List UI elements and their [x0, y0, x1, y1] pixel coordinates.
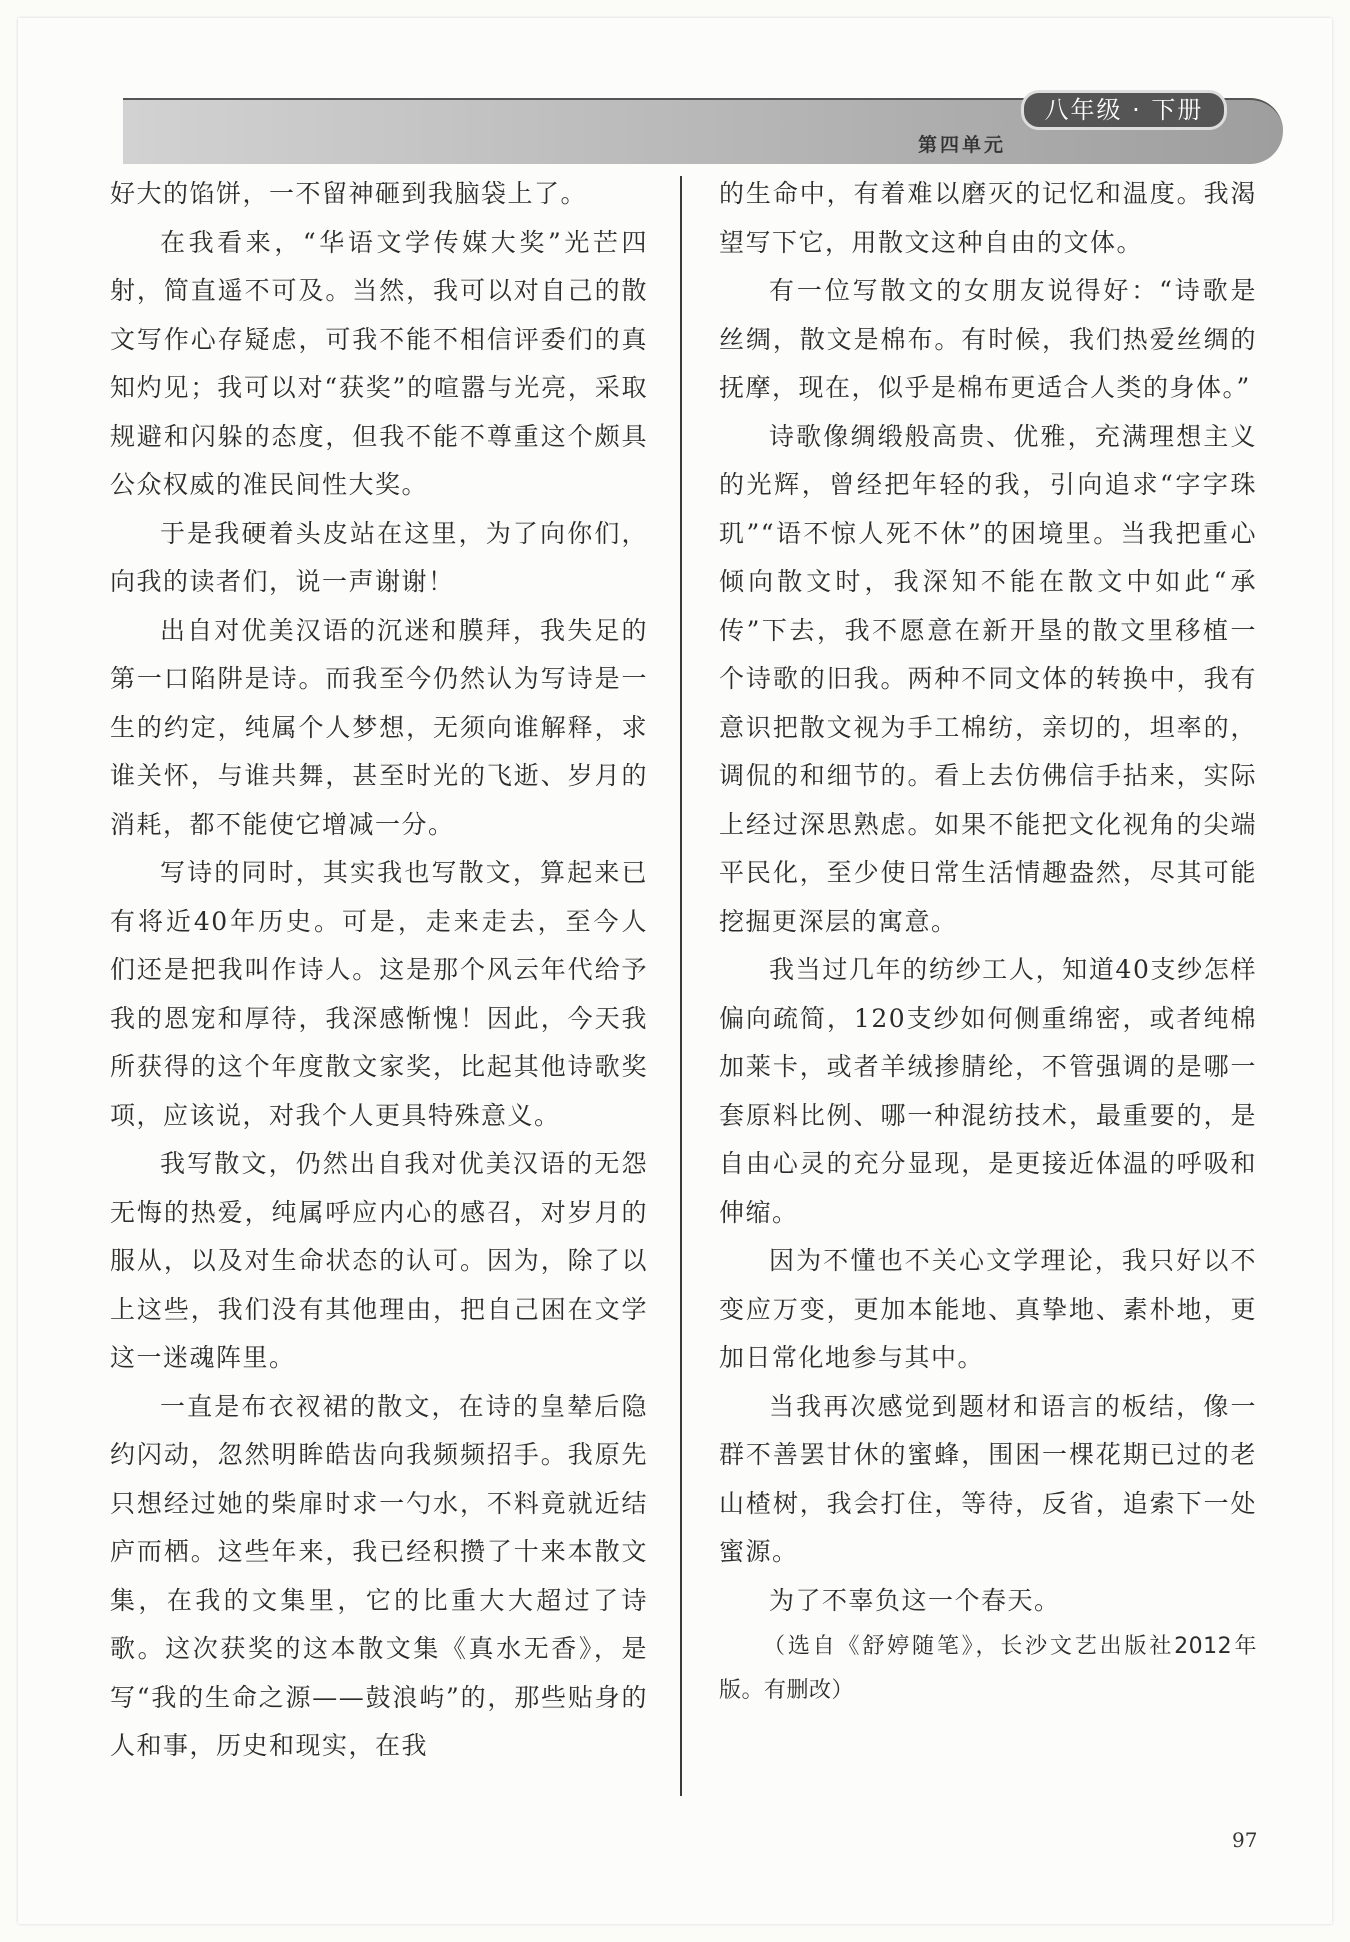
paragraph: 好大的馅饼，一不留神砸到我脑袋上了。: [110, 179, 588, 208]
paragraph: 诗歌像绸缎般高贵、优雅，充满理想主义的光辉，曾经把年轻的我，引向追求“字字珠玑”“语不惊人死不休”的困境里。当我把重心倾向散文时，我深知不能在散文中如此“承传”下去，我不愿意在新开垦的散文里移植一个诗歌的旧我。两种不同文体的转换中，我有意识把散文视为手工棉纺，亲切的，坦率的，调侃的和细节的。看上去仿佛信手拈来，实际上经过深思熟虑。如果不能把文化视角的尖端平民化，至少使日常生活情趣盎然，尽其可能挖掘更深层的寓意。: [719, 421, 1257, 936]
paragraph: 在我看来，“华语文学传媒大奖”光芒四射，简直遥不可及。当然，我可以对自己的散文写作心存疑虑，可我不能不相信评委们的真知灼见；我可以对“获奖”的喧嚣与光亮，采取规避和闪躲的态度，但我不能不尊重这个颇具公众权威的准民间性大奖。: [110, 227, 648, 499]
grade-tab: 八年级 · 下册: [1021, 90, 1227, 130]
left-column: [110, 170, 648, 1771]
source-note: （选自《舒婷随笔》，长沙文艺出版社2012年版。有删改）: [719, 1634, 1257, 1703]
paragraph: 我写散文，仍然出自我对优美汉语的无怨无悔的热爱，纯属呼应内心的感召，对岁月的服从，以及对生命状态的认可。因为，除了以上这些，我们没有其他理由，把自己困在文学这一迷魂阵里。: [110, 1149, 648, 1372]
paragraph: 的生命中，有着难以磨灭的记忆和温度。我渴望写下它，用散文这种自由的文体。: [719, 179, 1257, 257]
paragraph: 写诗的同时，其实我也写散文，算起来已有将近40年历史。可是，走来走去，至今人们还是把我叫作诗人。这是那个风云年代给予我的恩宠和厚待，我深感惭愧！因此，今天我所获得的这个年度散文家奖，比起其他诗歌奖项，应该说，对我个人更具特殊意义。: [110, 858, 648, 1130]
unit-label: 第四单元: [918, 134, 1007, 156]
paragraph: 为了不辜负这一个春天。: [769, 1585, 1061, 1615]
page-number: 97: [1232, 1828, 1258, 1852]
paragraph: 当我再次感觉到题材和语言的板结，像一群不善罢甘休的蜜蜂，围困一棵花期已过的老山楂树，我会打住，等待，反省，追索下一处蜜源。: [719, 1391, 1257, 1566]
paragraph: 一直是布衣衩裙的散文，在诗的皇辇后隐约闪动，忽然明眸皓齿向我频频招手。我原先只想经过她的柴扉时求一勺水，不料竟就近结庐而栖。这些年来，我已经积攒了十来本散文集，在我的文集里，它的比重大大超过了诗歌。这次获奖的这本散文集《真水无香》，是写“我的生命之源——鼓浪屿”的，那些贴身的人和事，历史和现实，在我: [110, 1391, 648, 1760]
paragraph: 我当过几年的纺纱工人，知道40支纱怎样偏向疏简，120支纱如何侧重绵密，或者纯棉加莱卡，或者羊绒掺腈纶，不管强调的是哪一套原料比例、哪一种混纺技术，最重要的，是自由心灵的充分显现，是更接近体温的呼吸和伸缩。: [719, 955, 1257, 1227]
right-column: [719, 170, 1257, 1713]
paragraph: 出自对优美汉语的沉迷和膜拜，我失足的第一口陷阱是诗。而我至今仍然认为写诗是一生的约定，纯属个人梦想，无须向谁解释，求谁关怀，与谁共舞，甚至时光的飞逝、岁月的消耗，都不能使它增减一分。: [110, 615, 648, 839]
paragraph: 有一位写散文的女朋友说得好：“诗歌是丝绸，散文是棉布。有时候，我们热爱丝绸的抚摩，现在，似乎是棉布更适合人类的身体。”: [719, 276, 1257, 402]
paragraph: 于是我硬着头皮站在这里，为了向你们，向我的读者们，说一声谢谢！: [110, 518, 648, 596]
paragraph: 因为不懂也不关心文学理论，我只好以不变应万变，更加本能地、真挚地、素朴地，更加日常化地参与其中。: [719, 1246, 1257, 1372]
column-divider: [680, 176, 682, 1796]
